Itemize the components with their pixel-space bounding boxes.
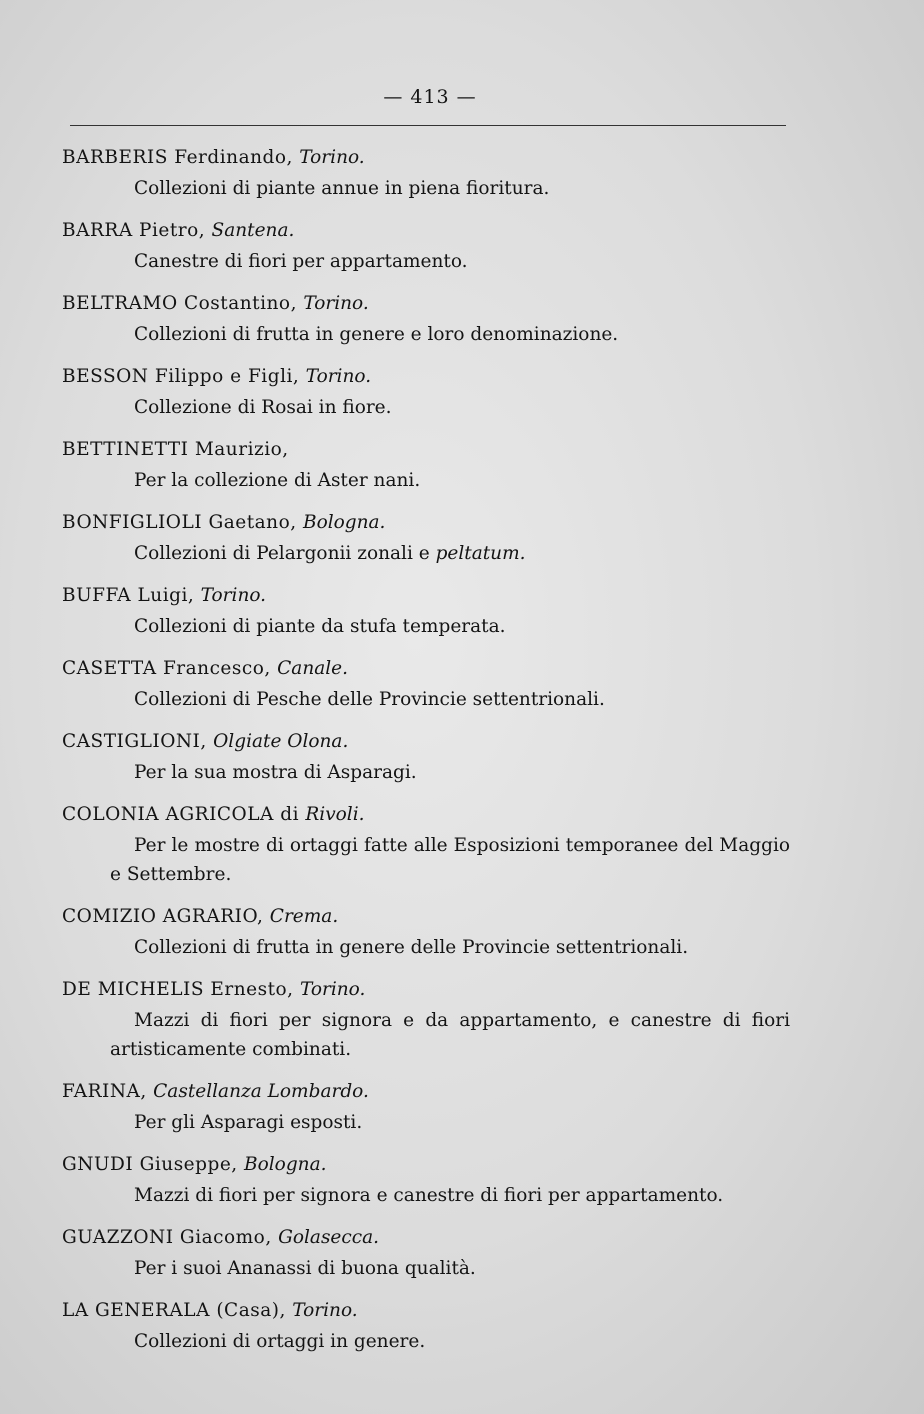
entry-place: Torino. xyxy=(200,585,267,606)
entry-name: COLONIA AGRICOLA di xyxy=(62,804,306,825)
entry-castiglioni xyxy=(62,726,792,787)
entry-heading xyxy=(62,1076,792,1108)
entry-name: FARINA, xyxy=(62,1081,154,1102)
entry-place: Castellanza Lombardo. xyxy=(153,1081,369,1102)
entry-heading xyxy=(62,974,792,1006)
entry-description: Canestre di fiori per appartamento. xyxy=(134,251,468,272)
entry-description: Mazzi di fiori per signora e da appartamento, e canestre di fiori artisticamente combinati. xyxy=(110,1010,790,1060)
entry-heading xyxy=(62,1149,792,1181)
entry-description: Per le mostre di ortaggi fatte alle Esposizioni temporanee del Maggio e Settembre. xyxy=(110,835,790,885)
entry-description: Per gli Asparagi esposti. xyxy=(134,1112,363,1133)
entry-farina xyxy=(62,1076,792,1137)
entry-description: Per la sua mostra di Asparagi. xyxy=(134,762,417,783)
entry-heading xyxy=(62,901,792,933)
entry-description: Collezioni di piante annue in piena fioritura. xyxy=(134,178,550,199)
entry-description: Collezioni di ortaggi in genere. xyxy=(134,1331,426,1352)
entry-de-michelis xyxy=(62,974,792,1064)
entry-bonfiglioli xyxy=(62,507,792,568)
entry-heading xyxy=(62,1295,792,1327)
entry-heading xyxy=(62,653,792,685)
entry-heading xyxy=(62,142,792,174)
entry-list xyxy=(62,142,792,1368)
entry-name: BETTINETTI Maurizio, xyxy=(62,439,289,460)
page-number: — 413 — xyxy=(383,86,477,108)
entry-name: BONFIGLIOLI Gaetano, xyxy=(62,512,303,533)
entry-place: Torino. xyxy=(299,147,365,168)
entry-description: Collezione di Rosai in fiore. xyxy=(134,397,392,418)
header-rule xyxy=(70,125,786,126)
entry-place: Golasecca. xyxy=(278,1227,380,1248)
entry-buffa xyxy=(62,580,792,641)
entry-name: BELTRAMO Costantino, xyxy=(62,293,304,314)
entry-gnudi xyxy=(62,1149,792,1210)
entry-place: Canale. xyxy=(277,658,349,679)
entry-name: BESSON Filippo e Figli, xyxy=(62,366,306,387)
entry-besson xyxy=(62,361,792,422)
entry-place: Torino. xyxy=(299,979,366,1000)
entry-heading xyxy=(62,288,792,320)
entry-la-generala xyxy=(62,1295,792,1356)
entry-place: Crema. xyxy=(269,906,339,927)
entry-heading xyxy=(62,361,792,393)
entry-place: Torino. xyxy=(292,1300,358,1321)
entry-name: CASTIGLIONI, xyxy=(62,731,214,752)
entry-name: BUFFA Luigi, xyxy=(62,585,201,606)
entry-name: GNUDI Giuseppe, xyxy=(62,1154,245,1175)
entry-heading xyxy=(62,726,792,758)
entry-heading xyxy=(62,580,792,612)
entry-name: BARBERIS Ferdinando, xyxy=(62,147,300,168)
entry-description: Per la collezione di Aster nani. xyxy=(134,470,421,491)
entry-description: Per i suoi Ananassi di buona qualità. xyxy=(134,1258,476,1279)
entry-heading xyxy=(62,215,792,247)
entry-colonia-agricola xyxy=(62,799,792,889)
entry-bettinetti xyxy=(62,434,792,495)
entry-description xyxy=(62,539,792,568)
entry-guazzoni xyxy=(62,1222,792,1283)
entry-description: Collezioni di Pesche delle Provincie settentrionali. xyxy=(134,689,605,710)
entry-description: Collezioni di frutta in genere e loro denominazione. xyxy=(134,324,619,345)
entry-name: CASETTA Francesco, xyxy=(62,658,278,679)
entry-casetta xyxy=(62,653,792,714)
entry-place: Bologna. xyxy=(244,1154,327,1175)
entry-description-text: Collezioni di Pelargonii zonali e xyxy=(134,543,436,564)
entry-place: Santena. xyxy=(211,220,295,241)
entry-description: Collezioni di frutta in genere delle Provincie settentrionali. xyxy=(134,937,689,958)
entry-heading xyxy=(62,799,792,831)
entry-place: Bologna. xyxy=(302,512,386,533)
entry-name: GUAZZONI Giacomo, xyxy=(62,1227,279,1248)
entry-name: LA GENERALA (Casa), xyxy=(62,1300,293,1321)
entry-description: Collezioni di piante da stufa temperata. xyxy=(134,616,506,637)
entry-heading xyxy=(62,507,792,539)
entry-place: Torino. xyxy=(305,366,372,387)
entry-place: Torino. xyxy=(303,293,369,314)
entry-comizio-agrario xyxy=(62,901,792,962)
entry-place: Olgiate Olona. xyxy=(213,731,349,752)
entry-description: Mazzi di fiori per signora e canestre di fiori per appartamento. xyxy=(134,1185,724,1206)
entry-name: DE MICHELIS Ernesto, xyxy=(62,979,300,1000)
entry-heading xyxy=(62,1222,792,1254)
entry-barra xyxy=(62,215,792,276)
entry-description-italic: peltatum. xyxy=(435,543,526,564)
entry-heading xyxy=(62,434,792,466)
entry-name: BARRA Pietro, xyxy=(62,220,212,241)
entry-place: Rivoli. xyxy=(305,804,365,825)
entry-barberis xyxy=(62,142,792,203)
entry-name: COMIZIO AGRARIO, xyxy=(62,906,270,927)
entry-beltramo xyxy=(62,288,792,349)
